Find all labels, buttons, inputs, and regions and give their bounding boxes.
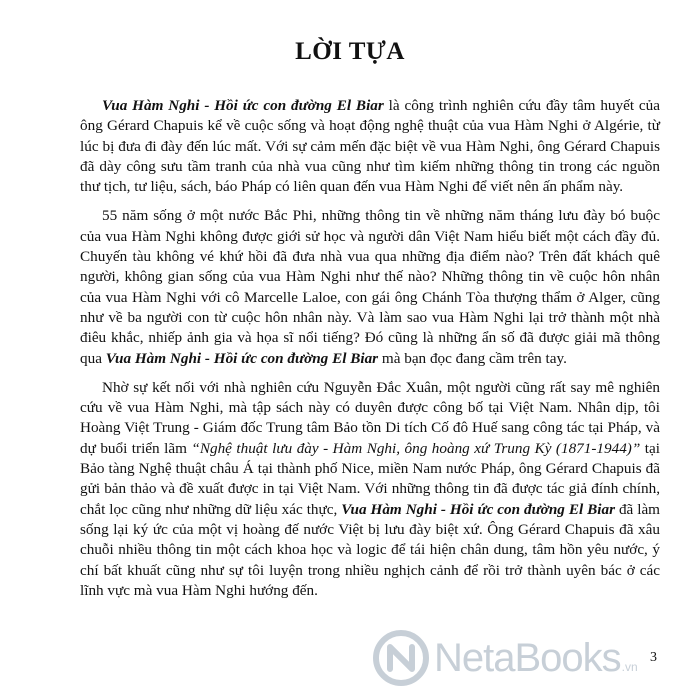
watermark-text: NetaBooks bbox=[434, 635, 621, 680]
paragraph-text: tại Bảo tàng Nghệ thuật châu Á tại thành phố Nice, miền Nam nước Pháp, ông Gérard Chapuis đã gửi bản thảo và đề xuất được in tại Việt Nam. Với những thông tin đã được tác giả đính chính, chắt lọc cũng như những dữ liệu xác thực, bbox=[80, 439, 660, 518]
book-title-mention: Vua Hàm Nghi - Hồi ức con đường El Biar bbox=[105, 349, 379, 367]
book-title-mention: Vua Hàm Nghi - Hồi ức con đường El Biar bbox=[341, 500, 615, 518]
paragraph-text: đã làm sống lại ký ức của một vị hoàng đế nước Việt bị lưu đày biệt xứ. Ông Gérard Chapuis đã xâu chuỗi nhiều thông tin một cách khoa học và logic để tái hiện chân dung, tâm hồn yêu nước, ý chí bất khuất cũng như sự tôi luyện trong nhiều nghịch cảnh để rồi trở thành uyên bác ở các lĩnh vực mà vua Hàm Nghi hướng đến. bbox=[80, 500, 660, 599]
page-number: 3 bbox=[650, 650, 657, 665]
paragraph-text: là công trình nghiên cứu đầy tâm huyết của ông Gérard Chapuis kể về cuộc sống và hoạt động nghệ thuật của vua Hàm Nghi ở Algérie, từ lúc bị đưa đi đày đến lúc mất. Với sự cảm mến đặc biệt về vua Hàm Nghi, ông Gérard Chapuis đã dày công sưu tầm tranh của nhà vua cũng như tìm kiếm những thông tin trong các nguồn thư tịch, tư liệu, sách, báo Pháp có liên quan đến vua Hàm Nghi để viết nên ấn phẩm này. bbox=[80, 97, 661, 196]
paragraph-text: mà bạn đọc đang cầm trên tay. bbox=[378, 349, 567, 367]
body-text bbox=[80, 96, 660, 610]
paragraph-text: Nhờ sự kết nối với nhà nghiên cứu Nguyễn Đắc Xuân, một người cũng rất say mê nghiên cứu về vua Hàm Nghi, mà tập sách này có duyên được công bố tại Việt Nam. Nhân dịp, tôi Hoàng Việt Trung - Giám đốc Trung tâm Bảo tồn Di tích Cố đô Huế sang công tác tại Pháp, và dự buổi triển lãm bbox=[80, 378, 660, 457]
watermark-suffix: .vn bbox=[621, 660, 638, 674]
page-title: LỜI TỰA bbox=[295, 38, 405, 65]
paragraph-1 bbox=[80, 96, 660, 197]
exhibition-title: “Nghệ thuật lưu đày - Hàm Nghi, ông hoàng xứ Trung Kỳ (1871-1944)” bbox=[191, 439, 641, 457]
paragraph-3 bbox=[80, 378, 660, 601]
paragraph-2 bbox=[80, 206, 660, 368]
book-title-mention: Vua Hàm Nghi - Hồi ức con đường El Biar bbox=[102, 97, 384, 114]
netabooks-logo-icon bbox=[372, 629, 430, 687]
paragraph-text: 55 năm sống ở một nước Bắc Phi, những thông tin về những năm tháng lưu đày bó buộc của vua Hàm Nghi không được giới sử học và người dân Việt Nam hiểu biết một cách đầy đủ. Chuyến tàu không vé khứ hồi đã đưa nhà vua qua những địa điểm nào? Trên đất khách quê người, không gian sống của vua Hàm Nghi như thế nào? Những thông tin về cuộc hôn nhân của vua Hàm Nghi với cô Marcelle Laloe, con gái ông Chánh Tòa thượng thẩm ở Alger, cũng như về ba người con từ cuộc hôn nhân này. Và làm sao vua Hàm Nghi lại trở thành một nhà điêu khắc, nhiếp ảnh gia và họa sĩ nổi tiếng? Đó cũng là những ẩn số đã được giải mã thông qua bbox=[80, 207, 660, 367]
watermark bbox=[372, 628, 672, 688]
